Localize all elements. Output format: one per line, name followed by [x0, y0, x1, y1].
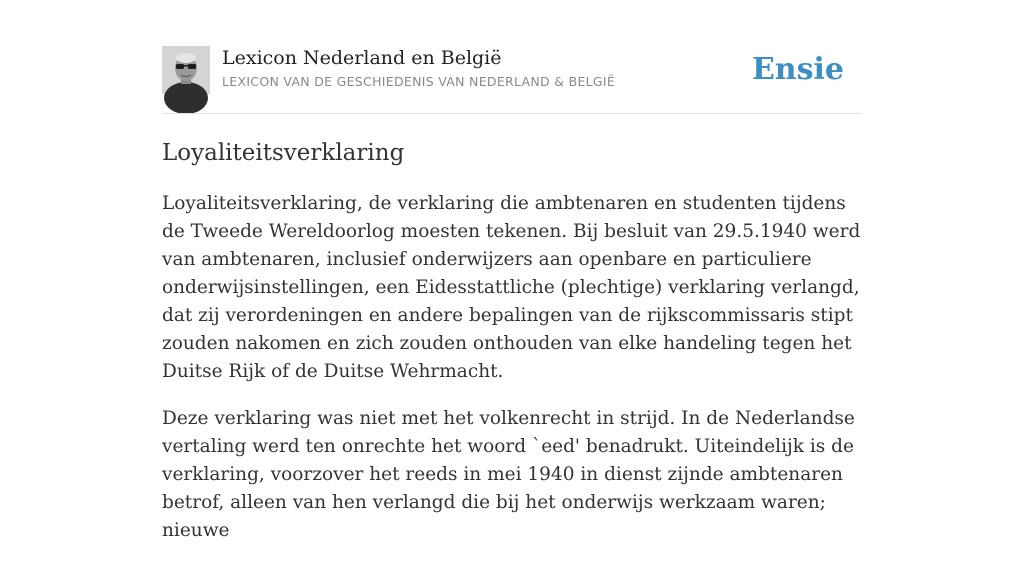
article-paragraph: Deze verklaring was niet met het volkenrecht in strijd. In de Nederlandse vertaling werd ten onrechte het woord `eed' benadrukt. Uiteindelijk is de verklaring, voorzover het reeds in mei 1940 in dienst zijnde ambtenaren betrof, alleen van hen verlangd die bij het onderwijs werkzaam waren; nieuwe — [162, 408, 855, 541]
article-body — [162, 190, 862, 564]
site-name[interactable]: Lexicon Nederland en België — [222, 47, 502, 69]
site-header — [162, 46, 862, 96]
article-paragraph: Loyaliteitsverklaring, de verklaring die ambtenaren en studenten tijdens de Tweede Wereldoorlog moesten tekenen. Bij besluit van 29.5.1940 werd van ambtenaren, inclusief onderwijzers aan openbare en particuliere onderwijsinstellingen, een Eidesstattliche (plechtige) verklaring verlangd, dat zij verordeningen en andere bepalingen van de rijkscommissaris stipt zouden nakomen en zich zouden onthouden van elke handeling tegen het Duitse Rijk of de Duitse Wehrmacht. — [162, 193, 861, 382]
author-portrait-icon[interactable] — [162, 46, 210, 94]
site-subtitle: LEXICON VAN DE GESCHIEDENIS VAN NEDERLAND & BELGIË — [222, 74, 616, 89]
header-divider — [162, 113, 862, 114]
page-title: Loyaliteitsverklaring — [162, 140, 405, 166]
brand-logo[interactable]: Ensie — [751, 52, 844, 87]
